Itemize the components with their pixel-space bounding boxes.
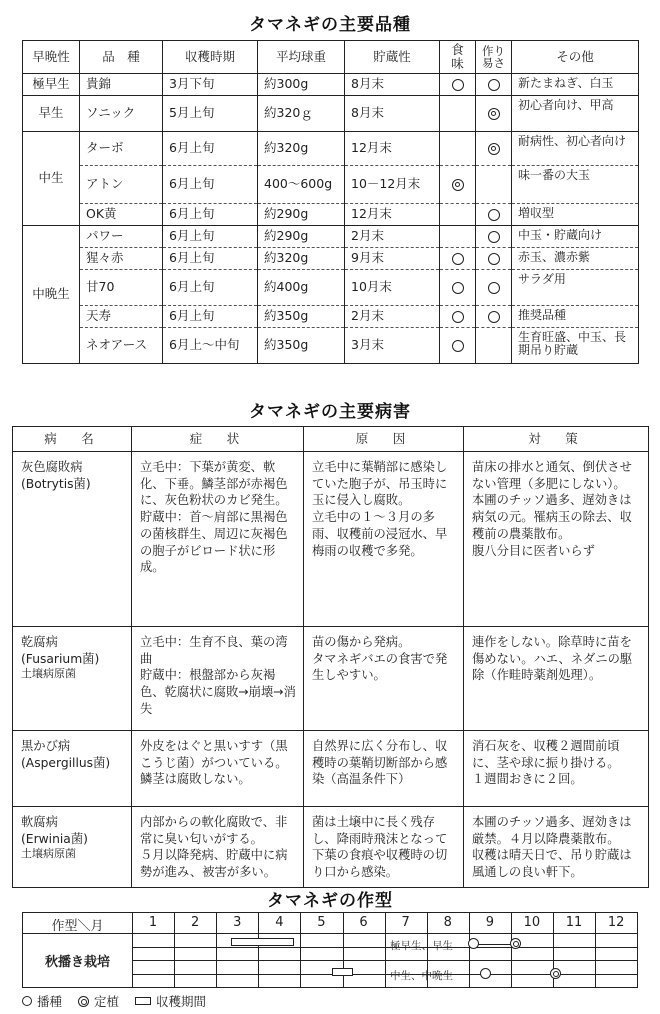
ease-cell (476, 96, 512, 132)
disease-name-cell (13, 627, 132, 731)
month-label: 3 (233, 915, 242, 930)
plant-double-circle-icon (550, 968, 561, 979)
disease-measure: 苗床の排水と通気、倒伏させない管理（多肥にしない）。 本圃のチッソ過多、遅効きは病気の元。罹病玉の除去、収穫前の農薬散布。 腹八分目に医者いらず (464, 452, 649, 627)
average-weight: 約350g (258, 306, 345, 328)
storage-period: 10－12月末 (345, 166, 440, 204)
disease-symptom: 内部からの軟化腐敗で、非常に臭い匂いがする。 ５月以降発病、貯蔵中に病勢が進み、被害が多い。 (132, 807, 304, 888)
month-grid-line (300, 913, 301, 987)
storage-period: 3月末 (345, 328, 440, 364)
storage-period: 12月末 (345, 132, 440, 166)
month-label: 11 (565, 915, 583, 930)
taste-cell (440, 328, 476, 364)
disease-symptom: 立毛中：下葉が黄変、軟化、下垂。鱗茎部が赤褐色に、灰色粉状のカビ発生。 貯蔵中：首～肩部に黒褐色の菌核群生、周辺に灰褐色の胞子がビロード状に形成。 (132, 452, 304, 627)
taste-mark-icon (452, 340, 464, 352)
disease-name: 軟腐病 (Erwinia菌) (21, 815, 88, 846)
disease-name-cell (13, 807, 132, 888)
average-weight: 約300g (258, 74, 345, 96)
header-disease-name: 病 名 (13, 427, 132, 452)
disease-row (13, 452, 649, 627)
taste-cell (440, 96, 476, 132)
average-weight: 約320g (258, 248, 345, 270)
variety-name: 甘70 (80, 270, 163, 306)
schedule-legend (22, 992, 206, 1010)
schedule-row-label: 秋播き栽培 (44, 954, 110, 970)
header-other: その他 (512, 41, 639, 74)
harvest-bar-early (231, 938, 294, 946)
harvest-time: 5月上旬 (163, 96, 258, 132)
month-grid-line (385, 913, 386, 987)
storage-period: 2月末 (345, 306, 440, 328)
ease-mark-icon (488, 282, 500, 294)
sow-circle-icon (468, 938, 479, 949)
month-label: 8 (443, 915, 452, 930)
month-label: 4 (275, 915, 284, 930)
variety-row (23, 248, 639, 270)
month-grid-line (427, 913, 428, 987)
variety-row (23, 74, 639, 96)
variety-notes: 中玉・貯蔵向け (512, 226, 639, 248)
average-weight: 約400g (258, 270, 345, 306)
month-label: 10 (523, 915, 541, 930)
month-grid-line (595, 913, 596, 987)
variety-notes: 赤玉、濃赤紫 (512, 248, 639, 270)
ease-cell (476, 226, 512, 248)
variety-name: ネオアース (80, 328, 163, 364)
month-grid-line (216, 913, 217, 987)
month-label: 7 (401, 915, 410, 930)
plant-double-circle-icon (78, 996, 89, 1007)
varieties-header-row (23, 41, 639, 74)
ease-cell (476, 74, 512, 96)
harvest-time: 3月下旬 (163, 74, 258, 96)
ease-cell (476, 306, 512, 328)
schedule-header-label: 作型＼月 (51, 919, 104, 934)
ease-mark-icon (488, 108, 500, 120)
legend-harvest: 収穫期間 (156, 994, 207, 1009)
disease-measure: 本圃のチッソ過多、遅効きは厳禁。４月以降農薬散布。 収穫は晴天日で、吊り貯蔵は風通しの良い軒下。 (464, 807, 649, 888)
header-variety: 品 種 (80, 41, 163, 74)
ease-cell (476, 270, 512, 306)
disease-name-cell (13, 452, 132, 627)
ease-mark-icon (488, 231, 500, 243)
maturity-group: 中生 (23, 132, 80, 226)
storage-period: 12月末 (345, 204, 440, 226)
taste-cell (440, 248, 476, 270)
sow-circle-icon (480, 968, 491, 979)
taste-mark-icon (452, 79, 464, 91)
month-label: 6 (359, 915, 368, 930)
harvest-time: 6月上旬 (163, 166, 258, 204)
average-weight: 400～600g (258, 166, 345, 204)
ease-cell (476, 328, 512, 364)
variety-notes: サラダ用 (512, 270, 639, 306)
harvest-time: 6月上旬 (163, 132, 258, 166)
average-weight: 約290g (258, 226, 345, 248)
header-cause: 原 因 (304, 427, 464, 452)
header-storage: 貯蔵性 (345, 41, 440, 74)
variety-name: ターボ (80, 132, 163, 166)
taste-cell (440, 74, 476, 96)
growth-line-late (555, 974, 595, 975)
average-weight: 約350g (258, 328, 345, 364)
header-symptom: 症 状 (132, 427, 304, 452)
growth-line-late (486, 974, 555, 975)
variety-row (23, 166, 639, 204)
disease-symptom: 外皮をはぐと黒いすす（黒こうじ菌）がついている。 鱗茎は腐敗しない。 (132, 731, 304, 807)
disease-row (13, 807, 649, 888)
disease-name: 乾腐病 (Fusarium菌) (21, 635, 100, 666)
month-header-row (23, 913, 637, 934)
disease-note: 土壌病原菌 (21, 847, 76, 861)
maturity-group: 極早生 (23, 74, 80, 96)
row-grid-line (132, 960, 637, 961)
ease-cell (476, 166, 512, 204)
schedule-title: タマネギの作型 (267, 891, 393, 911)
taste-cell (440, 270, 476, 306)
header-measure: 対 策 (464, 427, 649, 452)
disease-cause: 立毛中に葉鞘部に感染していた胞子が、吊玉時に玉に侵入し腐敗。 立毛中の１～３月の多雨、収穫前の浸冠水、早梅雨の収穫で多発。 (304, 452, 464, 627)
ease-mark-icon (488, 79, 500, 91)
plant-double-circle-icon (510, 938, 521, 949)
row-grid-line (132, 947, 637, 948)
header-ease: 作り易さ (476, 41, 512, 74)
harvest-time: 6月上旬 (163, 248, 258, 270)
average-weight: 約320g (258, 132, 345, 166)
legend-sow: 播種 (37, 994, 63, 1009)
ease-mark-icon (488, 209, 500, 221)
ease-cell (476, 204, 512, 226)
variety-notes: 初心者向け、甲高 (512, 96, 639, 132)
maturity-group: 早生 (23, 96, 80, 132)
varieties-table (22, 40, 639, 364)
harvest-time: 6月上旬 (163, 306, 258, 328)
variety-row (23, 270, 639, 306)
disease-row (13, 627, 649, 731)
storage-period: 2月末 (345, 226, 440, 248)
variety-name: OK黄 (80, 204, 163, 226)
month-label: 2 (191, 915, 200, 930)
variety-row (23, 96, 639, 132)
diseases-header-row (13, 427, 649, 452)
variety-row (23, 306, 639, 328)
taste-cell (440, 132, 476, 166)
variety-notes: 生育旺盛、中玉、長期吊り貯蔵 (518, 330, 627, 358)
harvest-time: 6月上旬 (163, 226, 258, 248)
disease-measure: 連作をしない。除草時に苗を傷めない。ハエ、ネダニの駆除（作畦時薬剤処理）。 (464, 627, 649, 731)
variety-notes: 新たまねぎ、白玉 (512, 74, 639, 96)
header-harvest: 収穫時期 (163, 41, 258, 74)
disease-row (13, 731, 649, 807)
header-taste: 食味 (440, 41, 476, 74)
variety-row (23, 204, 639, 226)
varieties-title: タマネギの主要品種 (249, 15, 411, 35)
variety-name: パワー (80, 226, 163, 248)
disease-note: 土壌病原菌 (21, 667, 76, 681)
variety-notes: 増収型 (512, 204, 639, 226)
taste-mark-icon (452, 282, 464, 294)
cropping-schedule (22, 912, 638, 988)
harvest-bar-late (332, 968, 353, 976)
row-a-label: 極早生、早生 (390, 940, 453, 952)
disease-symptom: 立毛中：生育不良、葉の湾曲 貯蔵中：根盤部から灰褐色、乾腐状に腐敗→崩壊→消失 (132, 627, 304, 731)
month-label: 12 (607, 915, 625, 930)
header-weight: 平均球重 (258, 41, 345, 74)
variety-name: アトン (80, 166, 163, 204)
month-grid-line (511, 913, 512, 987)
storage-period: 8月末 (345, 96, 440, 132)
taste-mark-icon (452, 253, 464, 265)
month-grid-line (258, 913, 259, 987)
variety-row (23, 328, 639, 364)
disease-cause: 自然界に広く分布し、収穫時の葉鞘切断部から感染（高温条件下） (304, 731, 464, 807)
ease-mark-icon (488, 143, 500, 155)
month-grid-line (174, 913, 175, 987)
month-grid-line (469, 913, 470, 987)
harvest-time: 6月上旬 (163, 204, 258, 226)
harvest-time: 6月上旬 (163, 270, 258, 306)
month-label: 1 (148, 915, 158, 930)
sow-circle-icon (22, 996, 32, 1006)
harvest-rect-icon (135, 997, 151, 1005)
variety-row (23, 132, 639, 166)
row-b-label: 中生、中晩生 (390, 970, 453, 982)
disease-cause: 菌は土壌中に長く残存し、降雨時飛沫となって下葉の食痕や収穫時の切り口から感染。 (304, 807, 464, 888)
storage-period: 10月末 (345, 270, 440, 306)
harvest-time: 6月上～中旬 (163, 328, 258, 364)
diseases-title: タマネギの主要病害 (249, 402, 411, 422)
variety-name: 貴錦 (80, 74, 163, 96)
growth-line-early (473, 944, 515, 945)
taste-mark-icon (452, 179, 464, 191)
header-maturity: 早晩性 (23, 41, 80, 74)
variety-notes: 耐病性、初心者向け (512, 132, 639, 166)
average-weight: 約290g (258, 204, 345, 226)
taste-mark-icon (452, 311, 464, 323)
ease-cell (476, 132, 512, 166)
disease-name: 黒かび病 (Aspergillus菌) (21, 739, 111, 770)
taste-cell (440, 306, 476, 328)
storage-period: 8月末 (345, 74, 440, 96)
disease-name: 灰色腐敗病 (Botrytis菌) (21, 460, 91, 491)
variety-name: 天寿 (80, 306, 163, 328)
ease-cell (476, 248, 512, 270)
storage-period: 9月末 (345, 248, 440, 270)
legend-plant: 定植 (94, 994, 120, 1009)
ease-mark-icon (488, 311, 500, 323)
month-label: 9 (485, 915, 494, 930)
variety-notes: 味一番の大玉 (512, 166, 639, 204)
disease-cause: 苗の傷から発病。 タマネギバエの食害で発生しやすい。 (304, 627, 464, 731)
variety-name: 猩々赤 (80, 248, 163, 270)
ease-mark-icon (488, 253, 500, 265)
taste-cell (440, 204, 476, 226)
average-weight: 約320ｇ (258, 96, 345, 132)
maturity-group: 中晩生 (23, 226, 80, 364)
variety-row (23, 226, 639, 248)
disease-measure: 消石灰を、収穫２週間前頃に、茎や球に振り掛ける。 １週間おきに２回。 (464, 731, 649, 807)
grid-divider (132, 913, 133, 987)
taste-cell (440, 166, 476, 204)
variety-name: ソニック (80, 96, 163, 132)
month-label: 5 (317, 915, 326, 930)
diseases-table (12, 426, 649, 888)
variety-notes: 推奨品種 (512, 306, 639, 328)
taste-cell (440, 226, 476, 248)
disease-name-cell (13, 731, 132, 807)
